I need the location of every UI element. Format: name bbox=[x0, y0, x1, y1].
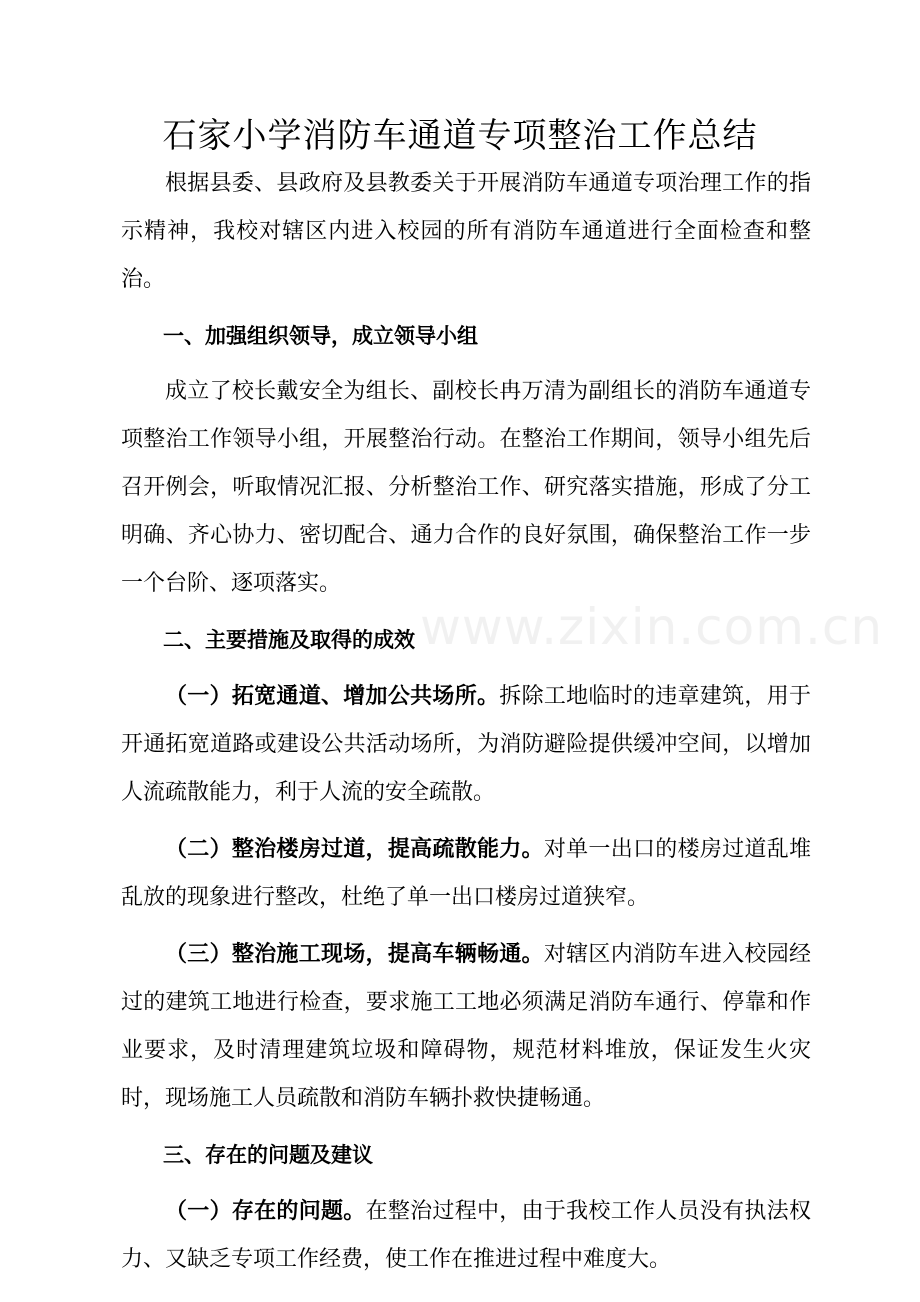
watermark: www.zixin.com.cn bbox=[420, 598, 884, 656]
section-2-heading: 二、主要措施及取得的成效 bbox=[163, 627, 415, 652]
section-3-item-1 bbox=[121, 1187, 811, 1284]
section-2-item-1 bbox=[121, 672, 811, 817]
section-2-item-1-lead: （一）拓宽通道、增加公共场所。 bbox=[165, 683, 500, 709]
section-2-item-3-text: 对辖区内消防车进入校园经过的建筑工地进行检查，要求施工工地必须满足消防车通行、停靠和作业要求，及时清理建筑垃圾和障碍物，规范材料堆放，保证发生火灾时，现场施工人员疏散和消防车辆扑救快捷畅通。 bbox=[121, 942, 811, 1111]
section-2-item-2-text: 对单一出口的楼房过道乱堆乱放的现象进行整改，杜绝了单一出口楼房过道狭窄。 bbox=[121, 837, 811, 910]
section-2-item-3 bbox=[121, 930, 811, 1123]
section-3-item-1-text: 在整治过程中，由于我校工作人员没有执法权力、又缺乏专项工作经费，使工作在推进过程中难度大。 bbox=[121, 1199, 811, 1272]
section-2-item-3-lead: （三）整治施工现场，提高车辆畅通。 bbox=[165, 941, 544, 967]
section-2-item-1-text: 拆除工地临时的违章建筑，用于开通拓宽道路或建设公共活动场所，为消防避险提供缓冲空间，以增加人流疏散能力，利于人流的安全疏散。 bbox=[121, 684, 811, 805]
section-2-item-2 bbox=[121, 825, 811, 922]
section-1-paragraph: 成立了校长戴安全为组长、副校长冉万清为副组长的消防车通道专项整治工作领导小组，开展整治行动。在整治工作期间，领导小组先后召开例会，听取情况汇报、分析整治工作、研究落实措施，形成了分工明确、齐心协力、密切配合、通力合作的良好氛围，确保整治工作一步一个台阶、逐项落实。 bbox=[121, 379, 811, 596]
section-3-item-1-lead: （一）存在的问题。 bbox=[165, 1198, 366, 1224]
section-2-item-2-lead: （二）整治楼房过道，提高疏散能力。 bbox=[165, 836, 544, 862]
document-body bbox=[121, 160, 811, 1284]
section-3-heading: 三、存在的问题及建议 bbox=[163, 1142, 373, 1167]
document-title: 石家小学消防车通道专项整治工作总结 bbox=[162, 116, 758, 156]
section-1-heading: 一、加强组织领导，成立领导小组 bbox=[163, 323, 478, 348]
intro-paragraph: 根据县委、县政府及县教委关于开展消防车通道专项治理工作的指示精神，我校对辖区内进入校园的所有消防车通道进行全面检查和整治。 bbox=[121, 171, 811, 292]
